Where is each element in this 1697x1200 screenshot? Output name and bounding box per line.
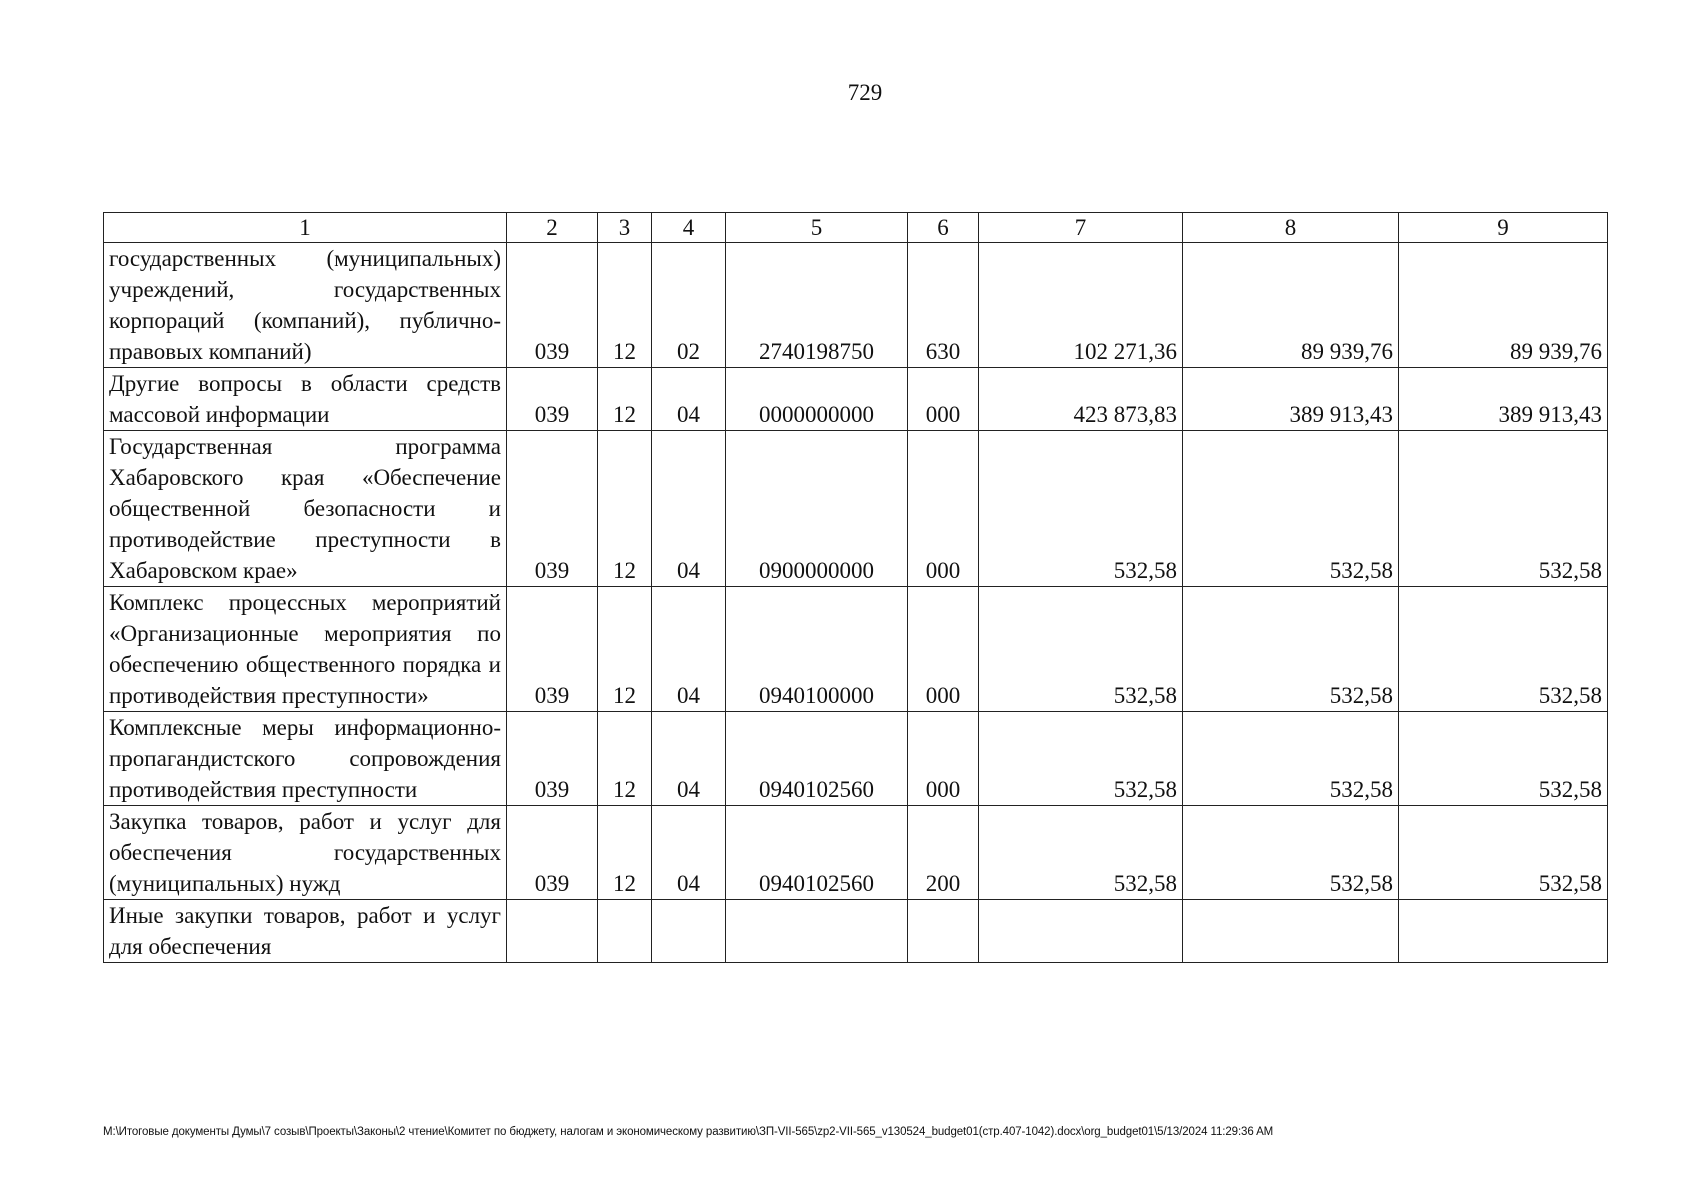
amount-col-8: 532,58 — [1183, 712, 1399, 806]
table-row — [104, 900, 1608, 963]
amount-col-8: 389 913,43 — [1183, 368, 1399, 431]
amount-col-7 — [979, 900, 1183, 963]
amount-col-7: 423 873,83 — [979, 368, 1183, 431]
section-code: 12 — [598, 243, 652, 368]
expense-type-code: 000 — [908, 431, 979, 587]
amount-col-7: 102 271,36 — [979, 243, 1183, 368]
subsection-code: 02 — [652, 243, 726, 368]
row-description: Другие вопросы в области средств массовой информации — [104, 368, 507, 431]
target-article-code: 0000000000 — [726, 368, 908, 431]
amount-col-8: 532,58 — [1183, 587, 1399, 712]
column-header: 4 — [652, 213, 726, 243]
ministry-code: 039 — [507, 368, 598, 431]
target-article-code: 0940102560 — [726, 806, 908, 900]
table-row — [104, 243, 1608, 368]
row-description: Комплекс процессных мероприятий «Организационные мероприятия по обеспечению общественного порядка и противодействия преступности» — [104, 587, 507, 712]
ministry-code: 039 — [507, 243, 598, 368]
ministry-code: 039 — [507, 806, 598, 900]
section-code: 12 — [598, 806, 652, 900]
expense-type-code: 000 — [908, 368, 979, 431]
ministry-code: 039 — [507, 712, 598, 806]
section-code: 12 — [598, 587, 652, 712]
amount-col-9 — [1399, 900, 1608, 963]
ministry-code: 039 — [507, 587, 598, 712]
amount-col-9: 389 913,43 — [1399, 368, 1608, 431]
subsection-code: 04 — [652, 431, 726, 587]
budget-table — [103, 212, 1608, 963]
amount-col-9: 532,58 — [1399, 712, 1608, 806]
page-number: 729 — [847, 80, 883, 105]
row-description: Иные закупки товаров, работ и услуг для обеспечения — [104, 900, 507, 963]
column-header: 9 — [1399, 213, 1608, 243]
subsection-code: 04 — [652, 587, 726, 712]
amount-col-8: 89 939,76 — [1183, 243, 1399, 368]
section-code: 12 — [598, 368, 652, 431]
amount-col-7: 532,58 — [979, 431, 1183, 587]
amount-col-7: 532,58 — [979, 712, 1183, 806]
target-article-code: 2740198750 — [726, 243, 908, 368]
amount-col-7: 532,58 — [979, 806, 1183, 900]
footer-file-path: M:\Итоговые документы Думы\7 созыв\Проекты\Законы\2 чтение\Комитет по бюджету, налогам и экономическому развитию\ЗП-VII-565\zp2-VII-565_v130524_budget01(стр.407-1042).docx\org_budget01\5/13/2024 11:29:36 AM — [103, 1126, 1274, 1138]
ministry-code — [507, 900, 598, 963]
subsection-code — [652, 900, 726, 963]
column-header: 1 — [104, 213, 507, 243]
table-row — [104, 587, 1608, 712]
subsection-code: 04 — [652, 712, 726, 806]
row-description: государственных (муниципальных) учреждений, государственных корпораций (компаний), публично-правовых компаний) — [104, 243, 507, 368]
amount-col-9: 532,58 — [1399, 431, 1608, 587]
column-header: 7 — [979, 213, 1183, 243]
amount-col-8 — [1183, 900, 1399, 963]
expense-type-code: 000 — [908, 587, 979, 712]
amount-col-8: 532,58 — [1183, 431, 1399, 587]
expense-type-code — [908, 900, 979, 963]
table-row — [104, 431, 1608, 587]
column-header: 2 — [507, 213, 598, 243]
expense-type-code: 200 — [908, 806, 979, 900]
row-description: Закупка товаров, работ и услуг для обеспечения государственных (муниципальных) нужд — [104, 806, 507, 900]
expense-type-code: 000 — [908, 712, 979, 806]
target-article-code: 0900000000 — [726, 431, 908, 587]
row-description: Комплексные меры информационно-пропагандистского сопровождения противодействия преступности — [104, 712, 507, 806]
subsection-code: 04 — [652, 368, 726, 431]
column-header: 3 — [598, 213, 652, 243]
column-number-row — [104, 213, 1608, 243]
column-header: 8 — [1183, 213, 1399, 243]
section-code: 12 — [598, 712, 652, 806]
target-article-code: 0940102560 — [726, 712, 908, 806]
table-row — [104, 368, 1608, 431]
subsection-code: 04 — [652, 806, 726, 900]
expense-type-code: 630 — [908, 243, 979, 368]
column-header: 6 — [908, 213, 979, 243]
amount-col-9: 532,58 — [1399, 806, 1608, 900]
ministry-code: 039 — [507, 431, 598, 587]
section-code — [598, 900, 652, 963]
row-description: Государственная программа Хабаровского края «Обеспечение общественной безопасности и противодействие преступности в Хабаровском крае» — [104, 431, 507, 587]
amount-col-9: 89 939,76 — [1399, 243, 1608, 368]
amount-col-9: 532,58 — [1399, 587, 1608, 712]
table-row — [104, 712, 1608, 806]
amount-col-8: 532,58 — [1183, 806, 1399, 900]
section-code: 12 — [598, 431, 652, 587]
target-article-code — [726, 900, 908, 963]
target-article-code: 0940100000 — [726, 587, 908, 712]
column-header: 5 — [726, 213, 908, 243]
table-row — [104, 806, 1608, 900]
amount-col-7: 532,58 — [979, 587, 1183, 712]
